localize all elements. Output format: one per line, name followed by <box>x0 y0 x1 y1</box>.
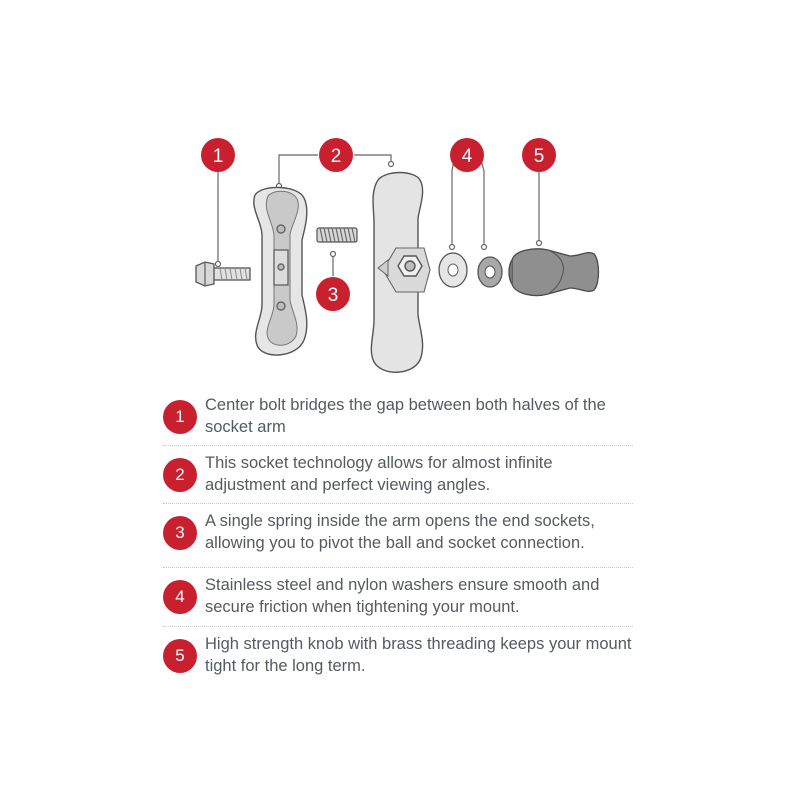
socket-arm-half-right <box>371 173 430 373</box>
legend-text-4: Stainless steel and nylon washers ensure smooth and secure friction when tightening your mount. <box>205 576 600 616</box>
callout-badge-2 <box>319 138 353 172</box>
callout-badge-3 <box>316 277 350 311</box>
legend-item-5 <box>163 627 633 684</box>
leader-line-2-right <box>354 155 391 161</box>
legend-badge-3: 3 <box>163 516 197 550</box>
knob-thread-end <box>509 260 512 284</box>
callout-badge-1 <box>201 138 235 172</box>
stainless-washer-hole <box>448 264 458 276</box>
leader-line-2-left <box>279 155 318 183</box>
leader-line-4-left <box>452 160 454 245</box>
legend-item-3 <box>163 504 633 568</box>
callout-number-5: 5 <box>533 146 545 167</box>
legend-text-5: High strength knob with brass threading keeps your mount tight for the long term. <box>205 635 632 675</box>
leader-line-4-right <box>481 160 484 245</box>
callout-badge-5 <box>522 138 556 172</box>
parts-legend <box>163 388 633 684</box>
callout-number-2: 2 <box>330 146 342 167</box>
legend-item-4 <box>163 568 633 627</box>
arm-half-hole-bottom <box>277 302 285 310</box>
arm-half-hole-top <box>277 225 285 233</box>
leader-dot-1 <box>216 262 221 267</box>
legend-text-1: Center bolt bridges the gap between both halves of the socket arm <box>205 396 606 436</box>
legend-badge-2: 2 <box>163 458 197 492</box>
leader-dot-5 <box>537 241 542 246</box>
leader-dot-4b <box>482 245 487 250</box>
callout-number-1: 1 <box>212 146 224 167</box>
legend-badge-5: 5 <box>163 639 197 673</box>
legend-text-2: This socket technology allows for almost infinite adjustment and perfect viewing angles. <box>205 454 553 494</box>
legend-item-1 <box>163 388 633 446</box>
socket-arm-half-left <box>254 187 307 355</box>
callout-number-3: 3 <box>327 285 339 306</box>
legend-badge-4: 4 <box>163 580 197 614</box>
legend-badge-1: 1 <box>163 400 197 434</box>
washers <box>439 253 502 287</box>
arm-half-hole-middle <box>278 264 284 270</box>
leader-dot-2b <box>389 162 394 167</box>
callout-badge-4 <box>450 138 484 172</box>
tightening-knob <box>509 249 599 296</box>
leader-dot-4a <box>450 245 455 250</box>
nylon-washer-hole <box>485 266 495 278</box>
callout-number-4: 4 <box>461 146 473 167</box>
spring <box>317 228 357 242</box>
hex-socket-center <box>405 261 415 271</box>
center-bolt <box>196 262 250 286</box>
legend-item-2 <box>163 446 633 504</box>
exploded-parts-diagram <box>0 0 800 385</box>
leader-dot-3 <box>331 252 336 257</box>
legend-text-3: A single spring inside the arm opens the end sockets, allowing you to pivot the ball and socket connection. <box>205 512 595 552</box>
